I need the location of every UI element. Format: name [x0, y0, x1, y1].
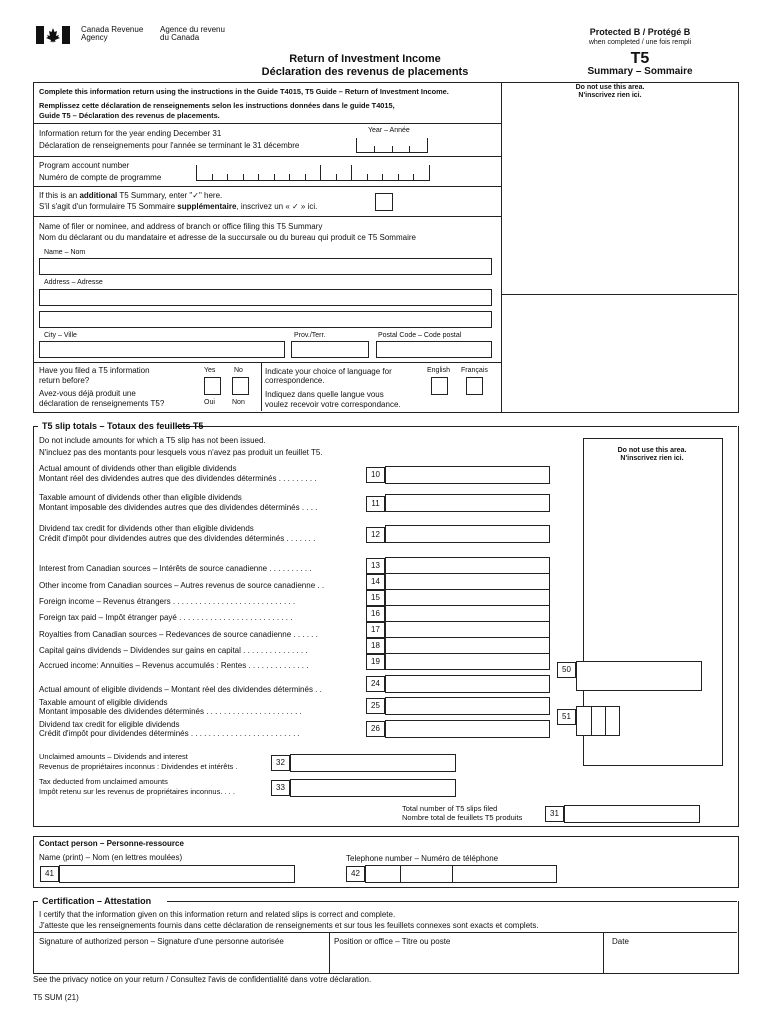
line-12-label-fr: Crédit d'impôt pour dividendes autres que des dividendes déterminés . . . . . . .	[39, 534, 316, 543]
box-17-input[interactable]	[385, 621, 550, 638]
box-15-input[interactable]	[385, 589, 550, 606]
program-label-fr: Numéro de compte de programme	[39, 173, 162, 182]
line-13-label: Interest from Canadian sources – Intérêts de source canadienne . . . . . . . . . .	[39, 564, 312, 573]
line-33-label-en: Tax deducted from unclaimed amounts	[39, 777, 168, 786]
program-account-input[interactable]	[196, 165, 430, 181]
filed-before-no-checkbox[interactable]	[232, 377, 249, 395]
language-fr-2: voulez recevoir votre correspondance.	[265, 400, 401, 409]
box-10-number: 10	[366, 467, 385, 483]
address-caption: Address – Adresse	[44, 279, 103, 286]
postal-caption: Postal Code – Code postal	[378, 332, 462, 339]
additional-label-fr: S'il s'agit d'un formulaire T5 Sommaire supplémentaire, inscrivez un « ✓ » ici.	[39, 202, 318, 211]
line-16-label: Foreign tax paid – Impôt étranger payé . . . . . . . . . . . . . . . . . . . . . . . . . .	[39, 613, 293, 622]
totals-title: T5 slip totals – Totaux des feuillets T5	[42, 421, 204, 431]
filed-before-fr-1: Avez-vous déjà produit une	[39, 389, 136, 398]
totals-note-en: Do not include amounts for which a T5 slip has not been issued.	[39, 436, 266, 445]
line-14-label: Other income from Canadian sources – Autres revenus de source canadienne . .	[39, 581, 325, 590]
box-16-number: 16	[366, 606, 385, 622]
position-label: Position or office – Titre ou poste	[334, 937, 451, 946]
line-19-label: Accrued income: Annuities – Revenus accumulés : Rentes . . . . . . . . . . . . . .	[39, 661, 309, 670]
box-17-number: 17	[366, 622, 385, 638]
line-11-label-en: Taxable amount of dividends other than eligible dividends	[39, 493, 242, 502]
contact-name-label: Name (print) – Nom (en lettres moulées)	[39, 853, 183, 862]
box-19-input[interactable]	[385, 653, 550, 670]
line-15-label: Foreign income – Revenus étrangers . . . . . . . . . . . . . . . . . . . . . . . . . . . .	[39, 597, 296, 606]
protected-label: Protected B / Protégé B	[589, 27, 691, 37]
slips-total-en: Total number of T5 slips filed	[402, 804, 498, 813]
position-field[interactable]	[333, 948, 599, 972]
intro-line-2: Remplissez cette déclaration de renseignements selon les instructions données dans le guide T4015,	[39, 101, 395, 110]
line-26-label-fr: Crédit d'impôt pour dividendes déterminés . . . . . . . . . . . . . . . . . . . . . . . . .	[39, 729, 300, 738]
non-label: Non	[232, 399, 245, 406]
year-caption: Year – Année	[368, 127, 410, 134]
language-en-2: correspondence.	[265, 376, 325, 385]
box-24-number: 24	[366, 676, 385, 692]
box-12-input[interactable]	[385, 525, 550, 543]
box-50-input[interactable]	[576, 661, 702, 691]
address-line-1-input[interactable]	[39, 289, 492, 306]
line-12-label-en: Dividend tax credit for dividends other than eligible dividends	[39, 524, 254, 533]
box-51-input[interactable]	[576, 706, 620, 736]
box-26-input[interactable]	[385, 720, 550, 738]
postal-code-input[interactable]	[376, 341, 492, 358]
box-11-number: 11	[366, 496, 385, 512]
box-31-number: 31	[545, 806, 564, 822]
canada-flag-logo	[36, 26, 70, 44]
box-51-number: 51	[557, 709, 576, 725]
agency-name-en: Canada Revenue	[81, 25, 144, 34]
do-not-use-top-2: N'inscrivez rien ici.	[578, 92, 642, 99]
title-fr: Déclaration des revenus de placements	[261, 66, 469, 78]
line-24-label: Actual amount of eligible dividends – Montant réel des dividendes déterminés . .	[39, 685, 322, 694]
contact-phone-input[interactable]	[365, 865, 557, 883]
year-label-fr: Déclaration de renseignements pour l'année se terminant le 31 décembre	[39, 141, 300, 150]
line-25-label-en: Taxable amount of eligible dividends	[39, 698, 168, 707]
box-50-number: 50	[557, 662, 576, 678]
address-line-2-input[interactable]	[39, 311, 492, 328]
line-33-label-fr: Impôt retenu sur les revenus de propriétaires inconnus. . . .	[39, 787, 235, 796]
language-en-1: Indicate your choice of language for	[265, 367, 392, 376]
cert-title: Certification – Attestation	[42, 896, 152, 906]
box-18-number: 18	[366, 638, 385, 654]
intro-line-1: Complete this information return using the instructions in the Guide T4015, T5 Guide – Return of Investment Income.	[39, 87, 449, 96]
filed-before-en-1: Have you filed a T5 information	[39, 366, 150, 375]
contact-phone-label: Telephone number – Numéro de téléphone	[346, 854, 499, 863]
english-checkbox[interactable]	[431, 377, 448, 395]
box-42-number: 42	[346, 866, 365, 882]
contact-title: Contact person – Personne-ressource	[39, 839, 184, 848]
protected-sub: when completed / une fois rempli	[588, 39, 692, 46]
filed-before-fr-2: déclaration de renseignements T5?	[39, 399, 165, 408]
box-33-input[interactable]	[290, 779, 456, 797]
filer-name-input[interactable]	[39, 258, 492, 275]
box-32-number: 32	[271, 755, 290, 771]
box-32-input[interactable]	[290, 754, 456, 772]
date-field[interactable]	[607, 948, 733, 972]
city-input[interactable]	[39, 341, 285, 358]
box-16-input[interactable]	[385, 605, 550, 622]
line-17-label: Royalties from Canadian sources – Redevances de source canadienne . . . . . .	[39, 630, 318, 639]
form-identifier: T5 SUM (21)	[33, 993, 79, 1002]
dnu-totals-2: N'inscrivez rien ici.	[620, 455, 684, 462]
box-11-input[interactable]	[385, 494, 550, 512]
agency-name-fr: Agence du revenu	[160, 25, 225, 34]
box-18-input[interactable]	[385, 637, 550, 654]
box-13-input[interactable]	[385, 557, 550, 574]
filed-before-yes-checkbox[interactable]	[204, 377, 221, 395]
no-label: No	[234, 367, 243, 374]
line-11-label-fr: Montant imposable des dividendes autres que des dividendes déterminés . . . .	[39, 503, 318, 512]
french-label: Français	[461, 367, 488, 374]
province-input[interactable]	[291, 341, 369, 358]
filer-label-en: Name of filer or nominee, and address of branch or office filing this T5 Summary	[39, 222, 323, 231]
box-12-number: 12	[366, 527, 385, 543]
box-33-number: 33	[271, 780, 290, 796]
form-code: T5	[630, 50, 650, 67]
year-input[interactable]	[356, 138, 428, 153]
totals-note-fr: N'incluez pas des montants pour lesquels vous n'avez pas produit un feuillet T5.	[39, 448, 323, 457]
slips-total-fr: Nombre total de feuillets T5 produits	[402, 813, 523, 822]
signature-field[interactable]	[38, 948, 326, 972]
contact-name-input[interactable]	[59, 865, 295, 883]
line-10-label-en: Actual amount of dividends other than eligible dividends	[39, 464, 237, 473]
yes-label: Yes	[204, 367, 216, 374]
english-label: English	[427, 367, 450, 374]
agency-name-fr-2: du Canada	[160, 33, 200, 42]
signature-label: Signature of authorized person – Signature d'une personne autorisée	[39, 937, 284, 946]
line-10-label-fr: Montant réel des dividendes autres que des dividendes déterminés . . . . . . . . .	[39, 474, 317, 483]
privacy-notice: See the privacy notice on your return / Consultez l'avis de confidentialité dans votre déclaration.	[33, 975, 372, 984]
name-caption: Name – Nom	[44, 249, 86, 256]
line-32-label-en: Unclaimed amounts – Dividends and interest	[39, 752, 188, 761]
oui-label: Oui	[204, 399, 215, 406]
program-label-en: Program account number	[39, 161, 130, 170]
box-10-input[interactable]	[385, 466, 550, 484]
box-41-number: 41	[40, 866, 59, 882]
year-label-en: Information return for the year ending December 31	[39, 129, 222, 138]
title-en: Return of Investment Income	[289, 53, 441, 65]
summary-label: Summary – Sommaire	[587, 66, 693, 77]
box-26-number: 26	[366, 721, 385, 737]
cert-text-fr: J'atteste que les renseignements fournis dans cette déclaration de renseignements et sur tous les feuillets connexes sont exacts et complets.	[39, 921, 539, 930]
box-15-number: 15	[366, 590, 385, 606]
agency-name-en-2: Agency	[81, 33, 108, 42]
do-not-use-top-1: Do not use this area.	[575, 84, 645, 91]
box-24-input[interactable]	[385, 675, 550, 693]
box-25-number: 25	[366, 698, 385, 714]
box-19-number: 19	[366, 654, 385, 670]
additional-checkbox[interactable]	[375, 193, 393, 211]
line-25-label-fr: Montant imposable des dividendes déterminés . . . . . . . . . . . . . . . . . . . . . .	[39, 707, 302, 716]
line-26-label-en: Dividend tax credit for eligible dividends	[39, 720, 180, 729]
dnu-totals-1: Do not use this area.	[617, 447, 687, 454]
box-14-input[interactable]	[385, 573, 550, 590]
box-25-input[interactable]	[385, 697, 550, 715]
intro-line-3: Guide T5 – Déclaration des revenus de placements.	[39, 111, 220, 120]
french-checkbox[interactable]	[466, 377, 483, 395]
prov-caption: Prov./Terr.	[294, 332, 326, 339]
language-fr-1: Indiquez dans quelle langue vous	[265, 390, 384, 399]
filed-before-en-2: return before?	[39, 376, 90, 385]
box-14-number: 14	[366, 574, 385, 590]
line-32-label-fr: Revenus de propriétaires inconnus : Dividendes et intérêts .	[39, 762, 238, 771]
additional-label-en: If this is an additional T5 Summary, enter "✓" here.	[39, 191, 223, 200]
city-caption: City – Ville	[44, 332, 77, 339]
line-18-label: Capital gains dividends – Dividendes sur gains en capital . . . . . . . . . . . . . . .	[39, 646, 308, 655]
filer-label-fr: Nom du déclarant ou du mandataire et adresse de la succursale ou du bureau qui produit ce T5 Sommaire	[39, 233, 416, 242]
cert-text-en: I certify that the information given on this information return and related slips is correct and complete.	[39, 910, 396, 919]
box-31-input[interactable]	[564, 805, 700, 823]
box-13-number: 13	[366, 558, 385, 574]
date-label: Date	[612, 937, 629, 946]
